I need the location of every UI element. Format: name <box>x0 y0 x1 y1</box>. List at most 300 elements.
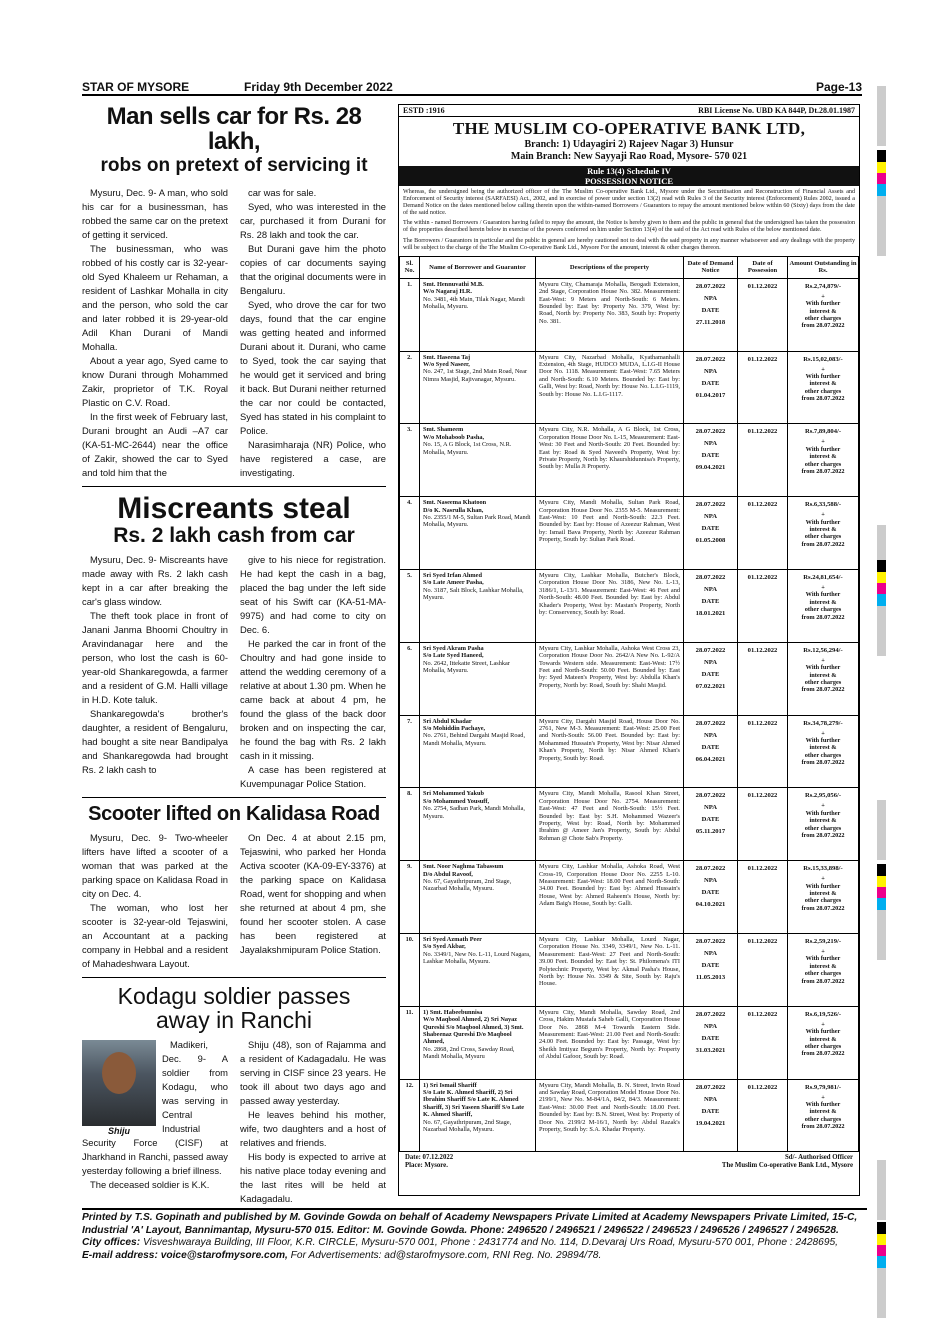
npa-label: NPA <box>703 513 718 521</box>
further-note: With further <box>805 664 841 672</box>
borrower-relation: W/o Nagaraj H.R. <box>423 288 472 296</box>
column-header: Amount Outstanding in Rs. <box>788 256 859 278</box>
imprint-line: Visveshwaraya Building, III Floor, K.R. CIRCLE, Mysuru-570 001, Phone : 2431774 and No. 114, D.Devaraj Urs Road, Mysuru-570 001, Phone : 2428695, <box>140 1237 838 1248</box>
npa-date-label: DATE <box>701 379 720 387</box>
npa-date-label: DATE <box>701 816 720 824</box>
imprint-line: Printed by T.S. Gopinath and published by M. Govinde Gowda on behalf of Academy Newspapers Private Limited at Academy Newspapers Private Limited, 15-C, Industrial 'A' Layout, Bannimantap, Mysuru-570 015. Editor: M. Govinde Gowda. Phone: 2496520 / 2496521 / 2496522 / 2496523 / 2496526 / 2496527 / 2496528. <box>82 1212 858 1236</box>
further-note: With further <box>805 809 841 817</box>
cell-sl <box>400 497 420 570</box>
table-row <box>400 788 859 861</box>
amount-outstanding: Rs.6,19,526/- <box>804 1010 842 1018</box>
cell-amount <box>788 424 859 497</box>
registration-bar <box>877 86 886 146</box>
further-note: from 28.07.2022 <box>801 977 845 985</box>
borrower-relation: W/o Mohaboob Pasha, <box>423 433 485 441</box>
demand-date: 28.07.2022 <box>695 937 726 945</box>
table-row <box>400 278 859 351</box>
borrower-address: No. 2642, Ittekatte Street, Lashkar Mohalla, Mysuru. <box>423 659 510 674</box>
table-row <box>400 861 859 934</box>
cell-sl <box>400 424 420 497</box>
cell-borrower <box>420 497 536 570</box>
possession-date: 01.12.2022 <box>747 1083 778 1091</box>
serial-number: 3. <box>407 426 412 434</box>
cell-borrower <box>420 861 536 934</box>
cell-property <box>536 424 684 497</box>
cell-sl <box>400 351 420 424</box>
photo-caption: Shiju <box>108 1126 130 1137</box>
cell-borrower <box>420 1079 536 1152</box>
borrower-address: No. 15, A G Block, 1st Cross, N.R. Mohalla, Mysuru. <box>423 441 512 456</box>
plus-sign: + <box>821 292 825 300</box>
possession-date: 01.12.2022 <box>747 573 778 581</box>
story-column: Mysuru, Dec. 9- A man, who sold his car for a businessman, has robbed the same car on the pretext of getting it serviced. The businessman, who was robbed of his costly car is 32-year-old Syed Khaleem ur Rehaman, a resident of Lashkar Mohalla in city and the person, who sold the car and later robbed it is 29-year-old Adil Khan Durani of Mandi Mohalla. About a year ago, Syed came to know Durani through Mohammed Zakir, proprietor of T.K. Royal Plastic on C.V. Road. In the first week of February last, Durani brought an Audi –A7 car (KA-51-MC-2644) near the office of Zakir, showed the car to Syed and told him that the <box>82 187 228 479</box>
notice-footer <box>399 1152 859 1172</box>
cell-amount <box>788 351 859 424</box>
borrower-address: No. 2355/1 M-5, Sultan Park Road, Mandi Mohalla, Mysuru. <box>423 513 531 529</box>
table-row <box>400 351 859 424</box>
cell-borrower <box>420 278 536 351</box>
further-note: With further <box>805 372 841 380</box>
possession-notice-ad <box>398 104 860 1196</box>
imprint-label: City offices: <box>82 1237 141 1248</box>
plus-sign: + <box>821 729 825 737</box>
divider <box>82 486 386 487</box>
amount-outstanding: Rs.2,74,879/- <box>804 282 842 290</box>
cell-amount <box>788 933 859 1006</box>
cell-possession <box>738 715 788 788</box>
story-column: give to his niece for registration. He had kept the cash in a bag, placed the bag under the left side seat of his Swift car (KA-51-MA-9975) and had come to city on Dec. 6. He parked the car in front of the Choultry and had gone inside to attend the wedding ceremony of a relative at about 1.30 pm. When he came back at about 4 pm, he found the glass of the back door broken and on inspecting the car, he found the bag with Rs. 2 lakh cash in it missing. A case has been registered at Kuvempunagar Police Station. <box>240 553 386 789</box>
borrower-name: Smt. Shameem <box>423 426 464 434</box>
serial-number: 1. <box>407 280 412 288</box>
borrower-address: No. 3481, 4th Main, Tilak Nagar, Mandi Mohalla, Mysuru. <box>423 295 525 310</box>
npa-label: NPA <box>703 949 718 957</box>
npa-label: NPA <box>703 367 718 375</box>
serial-number: 12. <box>405 1081 414 1089</box>
registration-bar <box>877 876 886 887</box>
npa-date: 09.04.2021 <box>695 464 726 472</box>
plus-sign: + <box>821 1020 825 1028</box>
npa-date: 31.03.2021 <box>695 1046 726 1054</box>
column-header: Descriptions of the property <box>536 256 684 278</box>
cell-property <box>536 497 684 570</box>
cell-demand <box>684 715 738 788</box>
serial-number: 9. <box>407 863 412 871</box>
amount-outstanding: Rs.15,02,083/- <box>803 355 843 363</box>
npa-date-label: DATE <box>701 306 720 314</box>
registration-bar <box>877 1256 886 1268</box>
further-note: interest & <box>809 1035 837 1043</box>
notice-intro: The within - named Borrowers / Guarantors having failed to repay the amount, the Notice is hereby given to them and the public in general that the undersigned has taken the possession of the properties described herein below in exercise of the powers conferred on him under Section 13(4) of the said of the Act read with Rules of the below mentioned date. <box>403 220 855 234</box>
borrower-name: 1) Sri Ismail Shariff <box>423 1081 477 1089</box>
property-description: Mysuru City, Lashkar Mohalla, Ashoka West Cross 23, Corporation House Door No. 2642/A New No. L-92/A Towards Western side. Measurement: East-West: 17½ Feet and North-South: 50.00 Feet. Bounded by: East by: Syed Mateen's Property, West by: Abdulla Khan's Property, North by: Road, South by: Shahi Masjid. <box>539 644 680 689</box>
npa-label: NPA <box>703 585 718 593</box>
cell-demand <box>684 569 738 642</box>
plus-sign: + <box>821 802 825 810</box>
divider <box>82 977 386 978</box>
story-column: Mysuru, Dec. 9- Two-wheeler lifters have lifted a scooter of a woman that was parked at the parking space on Kalidasa Road in city on Dec. 4. The woman, who lost her scooter is 32-year-old Tejaswini, an Accountant at a packing company in Hebbal and a resident of Mahadeshwara Layout. <box>82 831 228 969</box>
table-row <box>400 569 859 642</box>
demand-date: 28.07.2022 <box>695 282 726 290</box>
further-note: from 28.07.2022 <box>801 540 845 548</box>
cell-demand <box>684 351 738 424</box>
cell-possession <box>738 1006 788 1079</box>
subheadline: Rs. 2 lakh cash from car <box>113 523 355 547</box>
further-note: other charges <box>804 678 842 686</box>
cell-property <box>536 861 684 934</box>
cell-possession <box>738 497 788 570</box>
table-row <box>400 642 859 715</box>
property-description: Mysuru City, Lashkar Mohalla, Lourd Nagar, Corporation House No. 3349, 3349/1, New No. L-11. Measurement: East-West: 27 Feet and North-South: 39.00 Feet. Bounded by: East by: St. Philomena's ITI Polytechnic Property, West by: Akmal Pasha's House, North by: House No. 3349 & Site, South by: Raju's House. <box>539 935 680 988</box>
borrower-name: Sri Abdul Khadar <box>423 717 472 725</box>
registration-bar <box>877 887 886 898</box>
cell-possession <box>738 278 788 351</box>
story-column: Shiju Madikeri, Dec. 9- A soldier from Kodagu, who was serving in Central Industrial Security Force (CISF) at Jharkhand in Ranchi, passed away yesterday following a brief illness. The deceased soldier is K.K. <box>82 1039 228 1191</box>
further-note: from 28.07.2022 <box>801 831 845 839</box>
story-soldier <box>82 984 386 1206</box>
possession-date: 01.12.2022 <box>747 865 778 873</box>
table-row <box>400 933 859 1006</box>
cell-sl <box>400 861 420 934</box>
possession-date: 01.12.2022 <box>747 355 778 363</box>
table-row <box>400 1079 859 1152</box>
further-note: interest & <box>809 453 837 461</box>
demand-date: 28.07.2022 <box>695 501 726 509</box>
npa-date: 18.01.2021 <box>695 609 726 617</box>
cell-demand <box>684 788 738 861</box>
cell-demand <box>684 861 738 934</box>
further-note: from 28.07.2022 <box>801 904 845 912</box>
npa-label: NPA <box>703 877 718 885</box>
npa-label: NPA <box>703 804 718 812</box>
npa-label: NPA <box>703 294 718 302</box>
borrower-relation: D/o Abdul Ravoof, <box>423 870 473 878</box>
cell-amount <box>788 788 859 861</box>
npa-date-label: DATE <box>701 670 720 678</box>
borrower-relation: S/o Mohammed Yousuff, <box>423 797 490 805</box>
borrower-address: No. 67, Gayathripuram, 2nd Stage, Nazarbad Mohalla, Mysuru. <box>423 1118 512 1133</box>
npa-date: 01.04.2017 <box>695 391 726 399</box>
serial-number: 4. <box>407 499 412 507</box>
plus-sign: + <box>821 1093 825 1101</box>
cell-amount <box>788 642 859 715</box>
amount-outstanding: Rs.34,78,279/- <box>803 719 843 727</box>
amount-outstanding: Rs.24,81,654/- <box>803 573 843 581</box>
cell-demand <box>684 424 738 497</box>
property-description: Mysuru City, Chamaraja Mohalla, Beogadi Extension, 2nd Stage, Corporation House No. 382. Measurement: East-West: 9 Meters and North-South: 6 Meters. Bounded by: East by: Property No. 379, West by: Road, North by: Property No. 383, South by: Property No. 381. <box>539 280 680 325</box>
further-note: from 28.07.2022 <box>801 613 845 621</box>
cell-borrower <box>420 788 536 861</box>
npa-label: NPA <box>703 1022 718 1030</box>
cell-borrower <box>420 1006 536 1079</box>
registration-bar <box>877 594 886 606</box>
npa-date: 06.04.2021 <box>695 755 726 763</box>
cell-sl <box>400 788 420 861</box>
imprint-footer <box>82 1208 867 1262</box>
signature-bank: The Muslim Co-operative Bank Ltd., Mysore <box>721 1162 853 1170</box>
cell-possession <box>738 351 788 424</box>
borrower-name: Sri Syed Akram Pasha <box>423 644 484 652</box>
serial-number: 10. <box>405 935 414 943</box>
further-note: other charges <box>804 606 842 614</box>
further-note: interest & <box>809 598 837 606</box>
borrower-address: No. 2761, Behind Dargahi Masjid Road, Mandi Mohalla, Mysuru. <box>423 732 526 747</box>
amount-outstanding: Rs.2,59,219/- <box>804 937 842 945</box>
story-column: Shiju (48), son of Rajamma and a resident of Kadagadalu. He was serving in CISF since 23 years. He took ill about two days ago and passed away yesterday. He leaves behind his mother, wife, two daughters and a host of relatives and friends. His body is expected to arrive at his native place today evening and the last rites will be held at Kadagadalu. <box>240 1039 386 1205</box>
borrower-name: Sri Syed Irfan Ahmed <box>423 571 482 579</box>
possession-date: 01.12.2022 <box>747 428 778 436</box>
borrower-address: No. 67, Gayathripuram, 2nd Stage, Nazarbad Mohalla, Mysuru. <box>423 877 512 893</box>
cell-sl <box>400 933 420 1006</box>
further-note: other charges <box>804 460 842 468</box>
cell-demand <box>684 1006 738 1079</box>
possession-date: 01.12.2022 <box>747 937 778 945</box>
borrower-name: Sri Mohammed Yakub <box>423 790 484 798</box>
cell-sl <box>400 569 420 642</box>
borrower-name: Smt. Naseema Khatoon <box>423 499 487 507</box>
cell-demand <box>684 642 738 715</box>
npa-date-label: DATE <box>701 889 720 897</box>
property-description: Mysuru City, N.R. Mohalla, A G Block, 1st Cross, Corporation House Door No. L-15, Measurement: East-West: 30 Feet and North-South: 20 Feet. Bounded by: East by: Road & Syed Naveed's Property, West by: Private Property, North by: Khaurshidunnisa's Property, South by: Mulla Ji Property. <box>539 426 680 471</box>
column-header: Date of Demand Notice <box>684 256 738 278</box>
registration-bar <box>877 898 886 910</box>
cell-property <box>536 642 684 715</box>
serial-number: 5. <box>407 571 412 579</box>
cell-sl <box>400 715 420 788</box>
further-note: With further <box>805 300 841 308</box>
npa-date: 19.04.2021 <box>695 1119 726 1127</box>
amount-outstanding: Rs.12,56,294/- <box>803 646 843 654</box>
npa-date-label: DATE <box>701 961 720 969</box>
serial-number: 6. <box>407 644 412 652</box>
cell-demand <box>684 1079 738 1152</box>
further-note: interest & <box>809 817 837 825</box>
npa-label: NPA <box>703 1095 718 1103</box>
borrower-relation: S/o Late Ameer Pasha, <box>423 579 484 587</box>
column-header: Sl. No. <box>400 256 420 278</box>
plus-sign: + <box>821 583 825 591</box>
further-note: from 28.07.2022 <box>801 467 845 475</box>
npa-label: NPA <box>703 440 718 448</box>
cell-borrower <box>420 715 536 788</box>
further-note: interest & <box>809 744 837 752</box>
column-header: Name of Borrower and Guarantor <box>420 256 536 278</box>
npa-date-label: DATE <box>701 1034 720 1042</box>
further-note: from 28.07.2022 <box>801 322 845 330</box>
main-branch: Main Branch: New Sayyaji Rao Road, Mysore- 570 021 <box>510 151 748 162</box>
borrower-name: Smt. Noor Naghma Tabassum <box>423 863 504 871</box>
property-description: Mysuru City, Mandi Mohalla, Sultan Park Road, Corporation House Door No. 2355 M-5. Measurement: East-West: 10 Feet and North-South: 22.3 Feet. Bounded by: East by: House of Azeezur Rahman, West by: Ismail Bava Property, North by: Azeezur Rahman Property, South by: Sultan Park Road. <box>539 499 680 544</box>
branches: Branch: 1) Udayagiri 2) Rajeev Nagar 3) Hunsur <box>524 139 734 150</box>
table-row <box>400 715 859 788</box>
cell-property <box>536 933 684 1006</box>
property-description: Mysuru City, Dargahi Masjid Road, House Door No. 2761, New M-3. Measurement: East-West: 25.00 Feet and North-South: 56.00 Feet. Bounded by: East by: Mohammed Hussain's Property, West by: Nisar Ahmed Khan's Property, North by: Nisar Ahmed Khan's Property, South by: Road. <box>539 717 680 762</box>
cell-property <box>536 569 684 642</box>
borrower-address: No. 2868, 2nd Cross, Sawday Road, Mandi Mohalla, Mysuru <box>423 1045 515 1061</box>
plus-sign: + <box>821 511 825 519</box>
cell-borrower <box>420 424 536 497</box>
cell-property <box>536 1079 684 1152</box>
borrower-address: No. 247, 1st Stage, 2nd Main Road, Near Nimra Masjid, Rajivanagar, Mysuru. <box>423 368 528 383</box>
serial-number: 7. <box>407 717 412 725</box>
page-number: Page-13 <box>815 80 862 94</box>
registration-bar <box>877 196 886 256</box>
possession-date: 01.12.2022 <box>747 719 778 727</box>
property-description: Mysuru City, Lashkar Mohalla, Ashoka Road, West Cross-19, Corporation House Door No. 2255 L-10. Measurement: East-West: 18.00 Feet and North-South: 34.00 Feet. Bounded by: East by: Ahmed Hussain's House, West by: Ahmed Raheem's House, North by: Adam Baig's House, South by: Galli. <box>539 863 680 908</box>
story-car-sale <box>82 104 386 480</box>
cell-property <box>536 1006 684 1079</box>
further-note: other charges <box>804 1042 842 1050</box>
borrower-address: No. 3187, Salt Block, Lashkar Mohalla, Mysuru. <box>423 586 524 602</box>
issue-date: Friday 9th December 2022 <box>244 80 393 94</box>
borrower-relation: S/o Late Syed Haneed, <box>423 652 484 660</box>
further-note: from 28.07.2022 <box>801 686 845 694</box>
further-note: interest & <box>809 380 837 388</box>
table-row <box>400 497 859 570</box>
cell-possession <box>738 861 788 934</box>
npa-date-label: DATE <box>701 743 720 751</box>
borrower-name: Sri Syed Azmath Peer <box>423 935 482 943</box>
possession-date: 01.12.2022 <box>747 282 778 290</box>
demand-date: 28.07.2022 <box>695 646 726 654</box>
further-note: other charges <box>804 824 842 832</box>
cell-borrower <box>420 569 536 642</box>
estd-label: ESTD :1916 <box>403 106 445 115</box>
headline: Man sells car for Rs. 28 lakh, <box>106 103 362 156</box>
cell-borrower <box>420 933 536 1006</box>
headline: Miscreants steal <box>117 492 351 526</box>
further-note: other charges <box>804 970 842 978</box>
cell-possession <box>738 424 788 497</box>
registration-bar <box>877 1160 886 1220</box>
further-note: from 28.07.2022 <box>801 759 845 767</box>
bank-name: THE MUSLIM CO-OPERATIVE BANK LTD, <box>452 119 806 138</box>
notice-intro: The Borrowers / Guarantors in particular and the public in general are hereby cautioned not to deal with the said property in any manner whatsoever and any dealings with the property will be subject to the charge of the The Muslim Co-operative Bank Ltd., Mysore For the amount, interest & other charges thereon. <box>403 237 855 251</box>
possession-date: 01.12.2022 <box>747 501 778 509</box>
registration-bar <box>877 606 886 656</box>
license-label: RBI License No. UBD KA 844P, Dt.28.01.1987 <box>698 106 855 115</box>
cell-property <box>536 788 684 861</box>
npa-date-label: DATE <box>701 452 720 460</box>
registration-bar <box>877 162 886 173</box>
serial-number: 2. <box>407 353 412 361</box>
npa-date: 27.11.2018 <box>695 318 726 326</box>
property-description: Mysuru City, Mandi Mohalla, B. N. Street, Irwin Road and Sawday Road, Corporation Model House Door No. 2199/1, New No. M-84/1A, 84/2, 84/3. Measurement: East-West: 30.00 Feet and North-South: 18.00 Feet. Bounded by: East by: B.N. Street, West by: Property of Door No. 2199/2 M-16/1, North by: Abdul Razak's Property, South by: S.A. Khadar Property. <box>539 1081 680 1133</box>
possession-date: 01.12.2022 <box>747 792 778 800</box>
cell-sl <box>400 1079 420 1152</box>
demand-date: 28.07.2022 <box>695 428 726 436</box>
cell-amount <box>788 278 859 351</box>
story-column: On Dec. 4 at about 2.15 pm, Tejaswini, who parked her Honda Activa scooter (KA-09-EY-3376) at the parking space on Kalidasa Road, went for shopping and when she returned at about 4 pm, she found her scooter stolen. A case has been registered at Jayalakshmipuram Police Station. <box>240 831 386 955</box>
amount-outstanding: Rs.2,95,056/- <box>804 792 842 800</box>
borrower-relation: S/o Late K. Ahmed Shariff, 2) Sri Ibrahim Shariff S/o Late K. Ahmed Shariff, 3) Sri Yaseen Shariff S/o Late K. Ahmed Shariff, <box>423 1088 525 1119</box>
story-cash-theft <box>82 493 386 791</box>
borrower-address: No. 2754, Sadhan Park, Mandi Mohalla, Mysuru. <box>423 805 525 820</box>
table-row <box>400 1006 859 1079</box>
plus-sign: + <box>821 875 825 883</box>
further-note: With further <box>805 1028 841 1036</box>
plus-sign: + <box>821 438 825 446</box>
borrower-relation: W/o Maqbool Ahmed, 2) Sri Nayaz Qureshi S/o Maqbool Ahmed, 3) Smt. Shabeenaz Qureshi D/o Maqbool Ahmed, <box>423 1016 524 1046</box>
further-note: from 28.07.2022 <box>801 1050 845 1058</box>
npa-date-label: DATE <box>701 1107 720 1115</box>
cell-demand <box>684 933 738 1006</box>
cell-amount <box>788 1006 859 1079</box>
property-description: Mysuru City, Mandi Mohalla, Rasool Khan Street, Corporation House Door No. 2754. Measurement: East-West: 47 Feet and North-South: 15½ Feet. Bounded by: East by: S.H. Mohammed Wazeer's Property, West by: Road, North by: Mohammed Ibrahim @ Ameer Jan's Property, South by: Abdul Rehman @ Chote Sab's Property. <box>539 790 680 842</box>
cell-sl <box>400 642 420 715</box>
demand-date: 28.07.2022 <box>695 573 726 581</box>
cell-amount <box>788 569 859 642</box>
imprint-line: For Advertisements: ad@starofmysore.com, RNI Reg. No. 29894/78. <box>287 1249 602 1261</box>
npa-date-label: DATE <box>701 525 720 533</box>
cell-possession <box>738 569 788 642</box>
registration-bar <box>877 1268 886 1318</box>
npa-date: 11.05.2013 <box>695 973 726 981</box>
borrower-address: No. 3349/1, New No. L-11, Lourd Nagara, Lashkar Mohalla, Mysuru. <box>423 950 531 966</box>
cell-demand <box>684 497 738 570</box>
notice-intro: Whereas, the undersigned being the authorized officer of the The Muslim Co-operative Bank Ltd., Mysore under the Securitisation and Reconstruction of Financial Assets and Enforcement of Security interest (SARFAESI) Act., 2002, and in exercise of power under section 13(2) read with Rules 3 of the Security interest (Enforcement) Rules 2002, issued a Demand Notice on the dates mentioned below calling therein upon the within-named Borrowers / Guarantors to repay the amount mentioned below within 60 (Sixty) days from the date of the said notice. <box>403 189 855 217</box>
further-note: interest & <box>809 962 837 970</box>
further-note: interest & <box>809 525 837 533</box>
further-note: other charges <box>804 751 842 759</box>
further-note: With further <box>805 518 841 526</box>
registration-bar <box>877 910 886 960</box>
npa-date-label: DATE <box>701 597 720 605</box>
left-news-column <box>82 104 386 1206</box>
cell-property <box>536 351 684 424</box>
further-note: With further <box>805 1100 841 1108</box>
amount-outstanding: Rs.7,89,804/- <box>804 428 842 436</box>
registration-bar <box>877 150 886 162</box>
npa-label: NPA <box>703 731 718 739</box>
further-note: from 28.07.2022 <box>801 1123 845 1131</box>
cell-possession <box>738 642 788 715</box>
cell-borrower <box>420 351 536 424</box>
story-scooter <box>82 804 386 971</box>
plus-sign: + <box>821 365 825 373</box>
registration-bar <box>877 173 886 184</box>
further-note: With further <box>805 955 841 963</box>
demand-date: 28.07.2022 <box>695 1010 726 1018</box>
cell-amount <box>788 497 859 570</box>
divider <box>82 797 386 798</box>
borrower-name: Smt. Hennuvathi M.B. <box>423 280 484 288</box>
further-note: interest & <box>809 1108 837 1116</box>
possession-date: 01.12.2022 <box>747 1010 778 1018</box>
cell-possession <box>738 788 788 861</box>
further-note: other charges <box>804 1115 842 1123</box>
plus-sign: + <box>821 656 825 664</box>
subheadline: robs on pretext of servicing it <box>100 155 368 177</box>
further-note: other charges <box>804 533 842 541</box>
registration-bar <box>877 1222 886 1234</box>
demand-date: 28.07.2022 <box>695 355 726 363</box>
demand-date: 28.07.2022 <box>695 1083 726 1091</box>
demand-date: 28.07.2022 <box>695 865 726 873</box>
further-note: With further <box>805 736 841 744</box>
further-note: With further <box>805 882 841 890</box>
paper-name: STAR OF MYSORE <box>82 80 190 94</box>
story-column: Mysuru, Dec. 9- Miscreants have made away with Rs. 2 lakh cash kept in a car after breaking the car's glass window. The theft took place in front of Janani Janma Bhoomi Choultry in Aravindanagar here and the person, who lost the cash is 60-year-old Shankaregowda, a farmer and a resident of G.M. Halli village in H.D. Kote taluk. Shankaregowda's brother's daughter, a resident of Bengaluru, had bought a site near Bandipalya and Shankaregowda had brought Rs. 2 lakh cash to <box>82 553 228 775</box>
further-note: other charges <box>804 387 842 395</box>
cell-sl <box>400 278 420 351</box>
notice-title: POSSESSION NOTICE <box>399 176 859 186</box>
cell-amount <box>788 861 859 934</box>
story-column: car was for sale. Syed, who was interested in the car, purchased it from Durani for Rs. 28 lakh and took the car. But Durani gave him the photo copies of car documents saying that the original documents were in Bengaluru. Syed, who drove the car for two days, found that the car engine was getting heated and informed Durani about it. Durani, who came to Syed, took the car saying that he would get it serviced and bring it back. But Durani neither returned the car nor could be contacted, Syed has stated in his complaint to Police. Narasimharaja (NR) Police, who have registered a case, are investigating. <box>240 187 386 479</box>
further-note: With further <box>805 591 841 599</box>
cell-borrower <box>420 642 536 715</box>
rule-label: Rule 13(4) Schedule IV <box>399 166 859 176</box>
headline-line2: away in Ranchi <box>156 1007 312 1033</box>
